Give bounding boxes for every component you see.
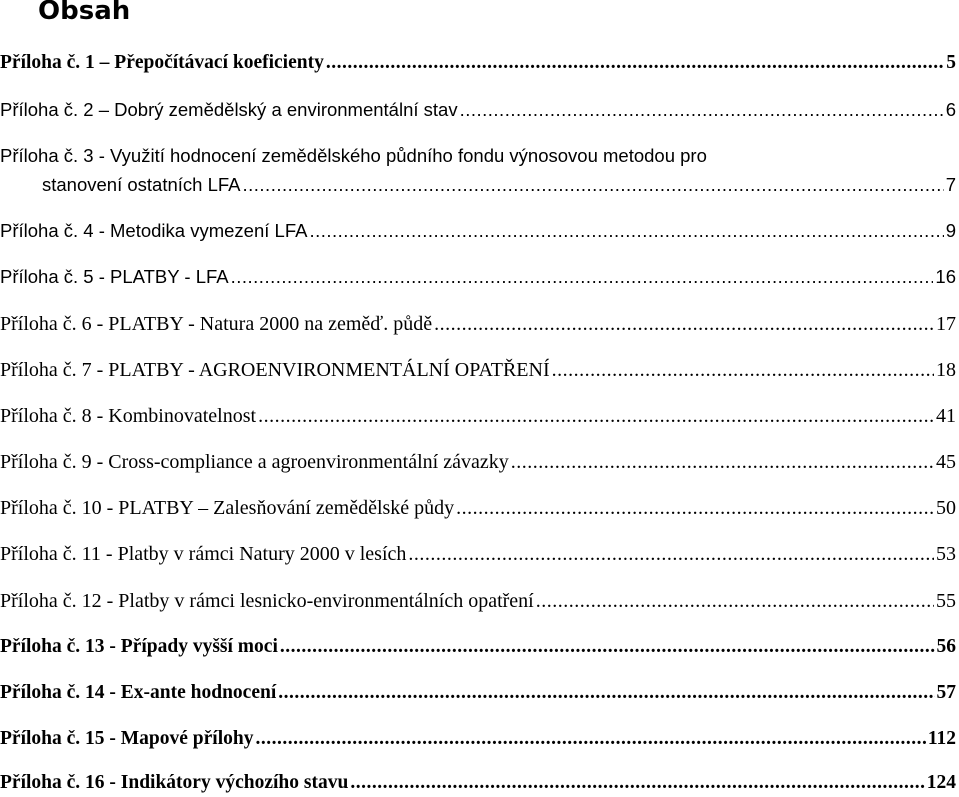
toc-entry-title: Příloha č. 7 - PLATBY - AGROENVIRONMENTÁLNÍ OPATŘENÍ (0, 359, 550, 381)
toc-entry-title: Příloha č. 11 - Platby v rámci Natury 2000 v lesích (0, 543, 407, 565)
toc-dot-leader (408, 541, 934, 567)
toc-entry-11[interactable] (0, 541, 956, 567)
toc-entry-5[interactable] (0, 264, 956, 290)
toc-entry-title: Příloha č. 9 - Cross-compliance a agroenvironmentální závazky (0, 451, 509, 473)
toc-entry-7[interactable] (0, 357, 956, 383)
toc-page-number: 9 (945, 220, 956, 241)
toc-page-number: 5 (946, 52, 956, 73)
toc-entry-3-line1[interactable]: Příloha č. 3 - Využití hodnocení zemědělského půdního fondu výnosovou metodou pro (0, 145, 707, 166)
toc-entry-6[interactable] (0, 311, 956, 337)
toc-page-number: 57 (936, 682, 956, 703)
toc-dot-leader (231, 264, 934, 290)
toc-entry-12[interactable] (0, 588, 956, 614)
toc-dot-leader (536, 588, 934, 614)
toc-dot-leader (280, 634, 935, 660)
toc-heading: Obsah (38, 0, 131, 26)
toc-dot-leader (552, 357, 934, 383)
toc-entry-title: Příloha č. 10 - PLATBY – Zalesňování zemědělské půdy (0, 497, 455, 519)
toc-page-number: 16 (935, 266, 956, 287)
toc-entry-title: stanovení ostatních LFA (42, 174, 241, 195)
toc-dot-leader (255, 726, 925, 752)
toc-page-number: 56 (936, 636, 956, 657)
toc-entry-13[interactable] (0, 634, 956, 660)
toc-page-number: 41 (936, 405, 956, 427)
toc-page-number: 7 (945, 174, 956, 195)
toc-page-number: 6 (945, 99, 956, 120)
toc-entry-16[interactable] (0, 770, 956, 796)
toc-dot-leader (456, 495, 934, 521)
toc-entry-title: Příloha č. 5 - PLATBY - LFA (0, 266, 229, 287)
toc-dot-leader (309, 218, 943, 244)
toc-entry-14[interactable] (0, 680, 956, 706)
toc-entry-1[interactable] (0, 50, 956, 76)
toc-entry-2[interactable] (0, 97, 956, 123)
toc-entry-title: Příloha č. 2 – Dobrý zemědělský a environmentální stav (0, 99, 458, 120)
toc-dot-leader (350, 770, 924, 796)
toc-page-number: 50 (936, 497, 956, 519)
toc-entry-10[interactable] (0, 495, 956, 521)
toc-page-number: 53 (936, 543, 956, 565)
toc-dot-leader (434, 311, 934, 337)
toc-entry-title: Příloha č. 13 - Případy vyšší moci (0, 636, 278, 657)
toc-page-number: 45 (936, 451, 956, 473)
toc-dot-leader (258, 403, 934, 429)
toc-entry-title: Příloha č. 12 - Platby v rámci lesnicko-environmentálních opatření (0, 590, 534, 612)
toc-dot-leader (326, 50, 944, 76)
toc-entry-title: Příloha č. 14 - Ex-ante hodnocení (0, 682, 277, 703)
toc-dot-leader (511, 449, 934, 475)
toc-page-number: 18 (936, 359, 956, 381)
toc-dot-leader (460, 97, 944, 123)
toc-page-number: 17 (936, 313, 956, 335)
toc-entry-3[interactable] (42, 172, 956, 198)
toc-page-number: 124 (926, 772, 956, 793)
toc-entry-title: Příloha č. 4 - Metodika vymezení LFA (0, 220, 308, 241)
toc-entry-8[interactable] (0, 403, 956, 429)
toc-entry-title: Příloha č. 8 - Kombinovatelnost (0, 405, 257, 427)
toc-entry-4[interactable] (0, 218, 956, 244)
toc-page-number: 55 (936, 590, 956, 612)
toc-dot-leader (243, 172, 944, 198)
toc-entry-9[interactable] (0, 449, 956, 475)
toc-entry-title: Příloha č. 16 - Indikátory výchozího stavu (0, 772, 349, 793)
toc-page-number: 112 (927, 728, 956, 749)
toc-entry-15[interactable] (0, 726, 956, 752)
toc-dot-leader (278, 680, 934, 706)
toc-entry-title: Příloha č. 15 - Mapové přílohy (0, 728, 254, 749)
toc-entry-title: Příloha č. 6 - PLATBY - Natura 2000 na zeměď. půdě (0, 313, 433, 335)
toc-entry-title: Příloha č. 1 – Přepočítávací koeficienty (0, 52, 324, 73)
